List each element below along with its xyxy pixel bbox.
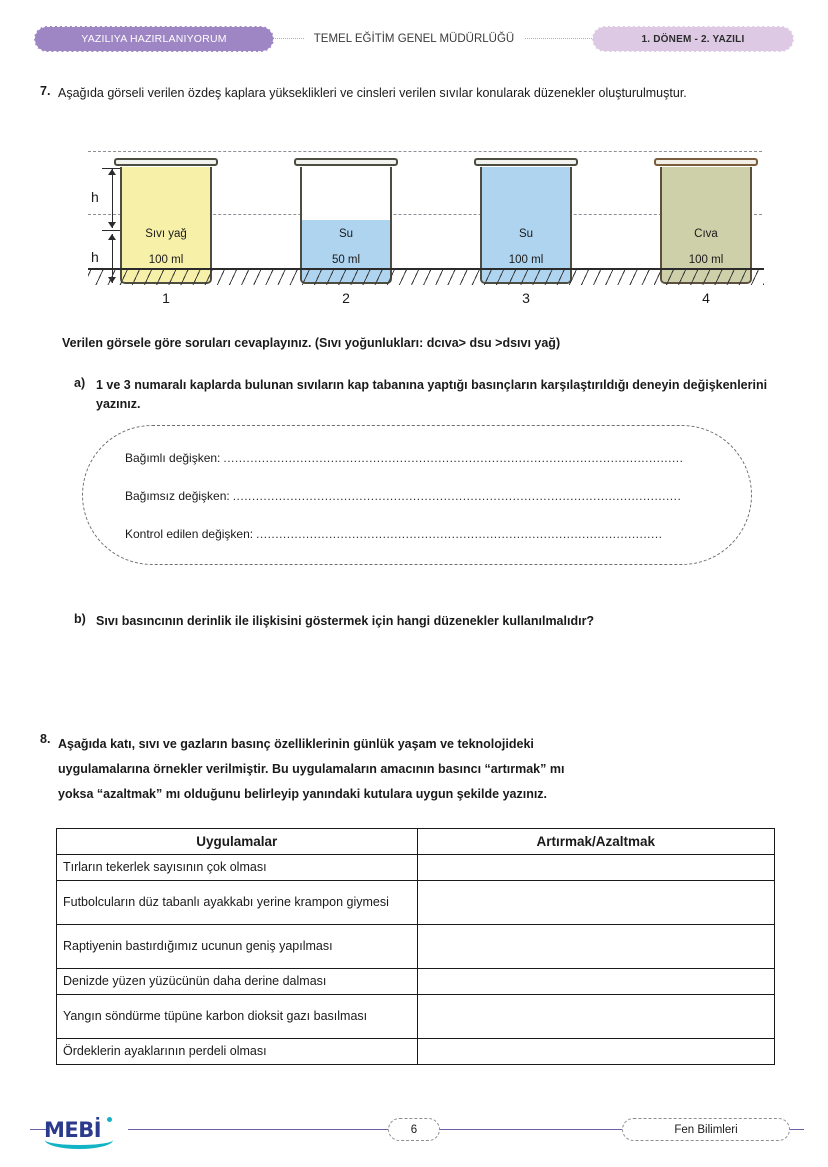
question-7b-text: Sıvı basıncının derinlik ile ilişkisini göstermek için hangi düzenekler kullanılmalıdır?: [96, 614, 595, 628]
question-7-instruction: [62, 334, 802, 353]
beaker-4-liquid-name: Cıva: [694, 228, 718, 240]
beaker-2-liquid-name: Su: [338, 228, 354, 240]
mebi-logo-dot-icon: [107, 1117, 112, 1122]
table-header-answer: Artırmak/Azaltmak: [417, 829, 775, 855]
table-row: [57, 855, 775, 881]
answer-label-independent: Bağımsız değişken:: [125, 489, 230, 503]
beaker-1: [114, 158, 218, 284]
beaker-4-volume: 100 ml: [688, 254, 724, 266]
footer-subject-label: Fen Bilimleri: [622, 1118, 790, 1141]
mebi-logo-text: MEBİ: [44, 1118, 102, 1142]
ground-hatching: [88, 270, 764, 285]
table-header-row: [57, 829, 775, 855]
mebi-logo: [44, 1116, 124, 1150]
table-cell-application-1: Tırların tekerlek sayısının çok olması: [57, 855, 418, 881]
question-8-number: 8.: [40, 732, 51, 746]
beaker-2-body: [300, 167, 392, 284]
answer-line-dependent[interactable]: [125, 451, 711, 465]
header-badge-exam-prep: YAZILIYA HAZIRLANIYORUM: [34, 26, 274, 52]
answer-line-controlled[interactable]: [125, 527, 711, 541]
beaker-1-index: 1: [162, 290, 170, 306]
table-cell-answer-1[interactable]: [417, 855, 775, 881]
beaker-1-body: [120, 167, 212, 284]
beaker-2-index: 2: [342, 290, 350, 306]
question-7-prompt: [30, 84, 790, 103]
question-8-prompt: [30, 732, 790, 807]
beaker-2: [294, 158, 398, 284]
page-footer: [0, 1112, 828, 1158]
answer-dots-independent: .....................................................................................................................: [232, 489, 682, 503]
pressure-applications-table: [56, 828, 775, 1065]
beaker-3-liquid-name: Su: [518, 228, 534, 240]
answer-label-controlled: Kontrol edilen değişken:: [125, 527, 254, 541]
beaker-3-volume: 100 ml: [508, 254, 544, 266]
question-7b-letter: b): [74, 612, 86, 626]
page-header: [0, 26, 828, 52]
answer-line-independent[interactable]: [125, 489, 711, 503]
beaker-3: [474, 158, 578, 284]
beaker-3-index: 3: [522, 290, 530, 306]
question-7-text: Aşağıda görseli verilen özdeş kaplara yükseklikleri ve cinsleri verilen sıvılar konularak düzenekler oluşturulmuştur.: [58, 86, 687, 100]
beaker-figure: [88, 142, 768, 317]
header-center-title-text: TEMEL EĞİTİM GENEL MÜDÜRLÜĞÜ: [304, 33, 524, 45]
question-7-instruction-text: Verilen görsele göre soruları cevaplayınız. (Sıvı yoğunlukları: dcıva> dsu >dsıvı yağ): [62, 336, 561, 350]
table-cell-application-6: Ördeklerin ayaklarının perdeli olması: [57, 1038, 418, 1064]
beaker-1-volume: 100 ml: [148, 254, 184, 266]
table-header-applications: Uygulamalar: [57, 829, 418, 855]
beaker-2-volume: 50 ml: [331, 254, 361, 266]
height-label-lower: h: [91, 249, 99, 265]
level-line-top: [88, 151, 762, 152]
question-8-text-line-1: Aşağıda katı, sıvı ve gazların basınç özelliklerinin günlük yaşam ve teknolojideki: [58, 737, 534, 751]
question-7a-text: 1 ve 3 numaralı kaplarda bulunan sıvıların kap tabanına yaptığı basınçların karşılaştırıldığı deneyin değişkenlerini yazınız.: [96, 378, 768, 411]
beaker-1-liquid-name: Sıvı yağ: [145, 228, 187, 240]
answer-label-dependent: Bağımlı değişken:: [125, 451, 221, 465]
question-7a-letter: a): [74, 376, 86, 390]
table-cell-application-3: Raptiyenin bastırdığımız ucunun geniş yapılması: [57, 924, 418, 968]
table-row: [57, 968, 775, 994]
table-cell-application-4: Denizde yüzen yüzücünün daha derine dalması: [57, 968, 418, 994]
table-row: [57, 1038, 775, 1064]
table-row: [57, 880, 775, 924]
question-7b: [70, 612, 810, 631]
beaker-3-body: [480, 167, 572, 284]
question-7a-answer-box[interactable]: [82, 425, 752, 565]
table-row: [57, 994, 775, 1038]
footer-rule-2: [128, 1129, 388, 1130]
question-7-number: 7.: [40, 84, 51, 98]
table-cell-answer-2[interactable]: [417, 880, 775, 924]
height-label-upper: h: [91, 189, 99, 205]
table-cell-application-5: Yangın söndürme tüpüne karbon dioksit gazı basılması: [57, 994, 418, 1038]
footer-rule-3: [440, 1129, 622, 1130]
height-arrow-upper-shaft: [112, 169, 113, 228]
table-cell-application-2: Futbolcuların düz tabanlı ayakkabı yerine krampon giymesi: [57, 880, 418, 924]
question-8-text-line-2: uygulamalarına örnekler verilmiştir. Bu uygulamaların amacının basıncı “artırmak” mı: [58, 762, 565, 776]
beaker-4-body: [660, 167, 752, 284]
answer-dots-controlled: ..........................................................................................................: [256, 527, 663, 541]
footer-rule-4: [790, 1129, 804, 1130]
footer-page-number: 6: [388, 1118, 440, 1141]
table-cell-answer-5[interactable]: [417, 994, 775, 1038]
table-cell-answer-6[interactable]: [417, 1038, 775, 1064]
answer-dots-dependent: ........................................................................................................................: [223, 451, 684, 465]
table-row: [57, 924, 775, 968]
question-8-text-line-3: yoksa “azaltmak” mı olduğunu belirleyip yanındaki kutulara uygun şekilde yazınız.: [58, 787, 548, 801]
header-badge-term: 1. DÖNEM - 2. YAZILI: [592, 26, 794, 52]
beaker-4: [654, 158, 758, 284]
question-7a: [70, 376, 790, 414]
beaker-4-index: 4: [702, 290, 710, 306]
table-cell-answer-3[interactable]: [417, 924, 775, 968]
mebi-logo-swoosh-icon: [45, 1140, 113, 1149]
table-cell-answer-4[interactable]: [417, 968, 775, 994]
